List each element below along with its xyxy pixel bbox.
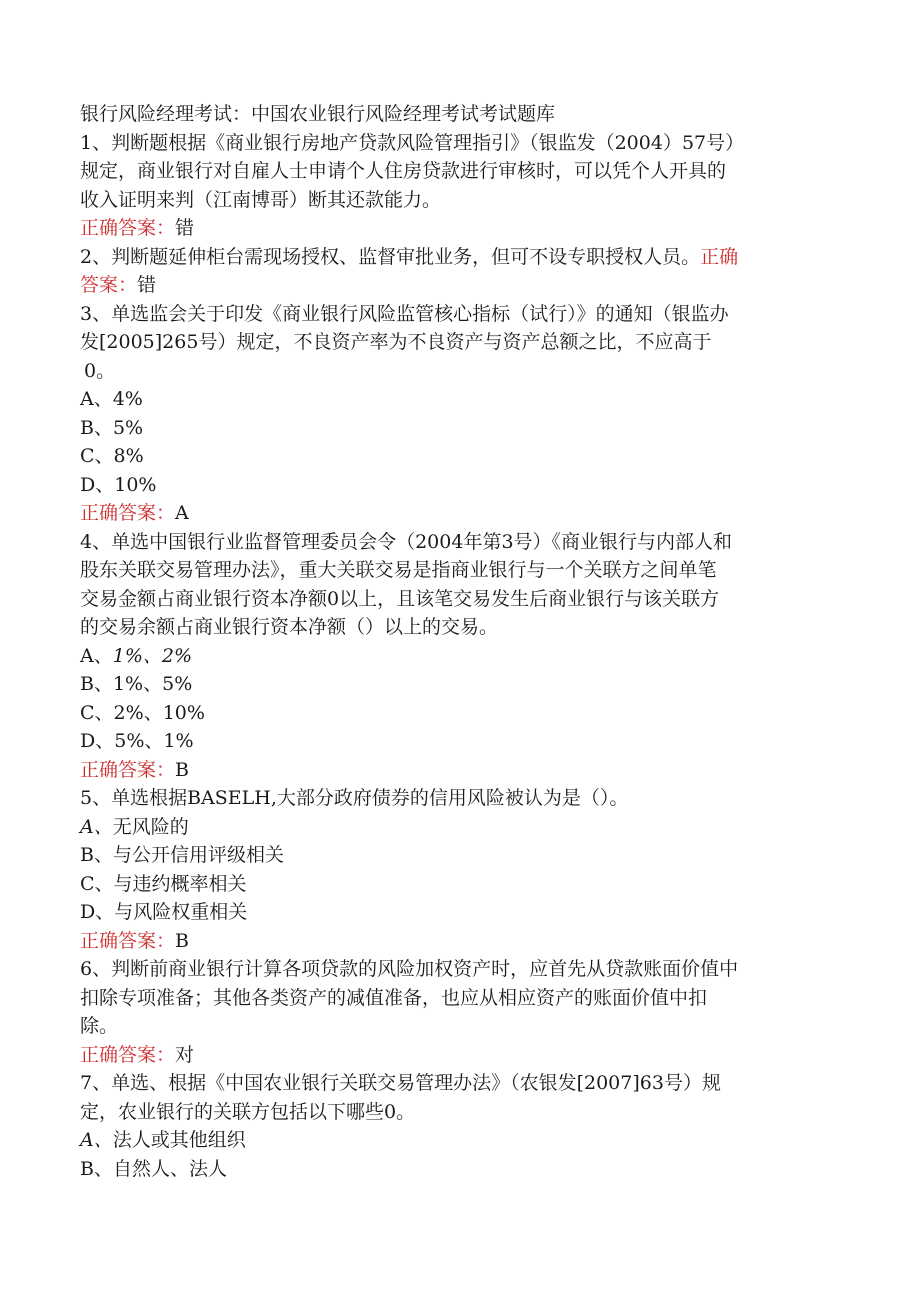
question-4 xyxy=(80,528,840,785)
answer-label-part-1: 正确 xyxy=(700,245,739,268)
option-text: 自然人、法人 xyxy=(112,1157,227,1180)
option-a xyxy=(80,1126,840,1155)
option-a: A、4% xyxy=(80,388,143,410)
option-a xyxy=(80,813,840,842)
page-title: 银行风险经理考试：中国农业银行风险经理考试考试题库 xyxy=(80,103,556,125)
option-b xyxy=(80,1155,840,1184)
option-c xyxy=(80,699,840,728)
answer-label: 正确答案： xyxy=(80,929,176,952)
question-7 xyxy=(80,1069,840,1183)
question-6-answer xyxy=(80,1041,840,1070)
question-2-text: 2、判断题延伸柜台需现场授权、监督审批业务，但可不设专职授权人员。 xyxy=(80,245,701,268)
answer-label: 正确答案： xyxy=(80,502,176,524)
question-7-line-1: 7、单选、根据《中国农业银行关联交易管理办法》（农银发[2007]63号）规 xyxy=(80,1072,721,1094)
answer-label: 正确答案： xyxy=(80,1043,176,1066)
option-text: 1%、5% xyxy=(112,673,193,695)
question-1 xyxy=(80,129,840,243)
answer-label-part-2: 答案： xyxy=(80,274,138,296)
option-text: 法人或其他组织 xyxy=(112,1129,246,1151)
question-2-line-1 xyxy=(80,243,840,272)
answer-value: B xyxy=(175,929,189,952)
question-4-line-1: 4、单选中国银行业监督管理委员会令（2004年第3号）《商业银行与内部人和 xyxy=(80,530,733,553)
option-text: 与公开信用评级相关 xyxy=(112,844,284,866)
option-c xyxy=(80,870,840,899)
question-6-line-1: 6、判断前商业银行计算各项贷款的风险加权资产时，应首先从贷款账面价值中 xyxy=(80,958,739,980)
option-letter: A、 xyxy=(80,815,113,838)
option-d: D、10% xyxy=(80,473,157,496)
answer-value: 对 xyxy=(175,1043,195,1066)
option-letter: A、 xyxy=(80,644,113,667)
option-letter: B、 xyxy=(80,844,113,866)
question-3-line-2: 发[2005]265号）规定，不良资产率为不良资产与资产总额之比，不应高于 xyxy=(80,331,712,353)
question-4-answer xyxy=(80,756,840,785)
option-text: 1%、2% xyxy=(112,644,193,667)
option-letter: C、 xyxy=(80,701,114,724)
question-1-answer xyxy=(80,214,840,243)
option-text: 与风险权重相关 xyxy=(114,901,248,923)
question-4-line-2: 股东关联交易管理办法》，重大关联交易是指商业银行与一个关联方之间单笔 xyxy=(80,559,717,581)
document-page xyxy=(80,100,840,1183)
option-letter: B、 xyxy=(80,1157,113,1180)
question-4-line-3: 交易金额占商业银行资本净额0以上，且该笔交易发生后商业银行与该关联方 xyxy=(80,587,720,610)
question-3 xyxy=(80,300,840,528)
question-6-line-2: 扣除专项准备；其他各类资产的减值准备，也应从相应资产的账面价值中扣 xyxy=(80,986,708,1009)
option-text: 与违约概率相关 xyxy=(113,872,247,895)
option-letter: A、 xyxy=(80,1129,113,1151)
option-letter: D、 xyxy=(80,730,115,752)
question-1-line-1: 1、判断题根据《商业银行房地产贷款风险管理指引》（银监发（2004）57号） xyxy=(80,131,745,154)
option-b xyxy=(80,670,840,699)
question-1-line-2: 规定，商业银行对自雇人士申请个人住房贷款进行审核时，可以凭个人开具的 xyxy=(80,160,727,182)
option-d xyxy=(80,727,840,756)
question-7-line-2: 定，农业银行的关联方包括以下哪些0。 xyxy=(80,1100,416,1123)
option-letter: C、 xyxy=(80,872,114,895)
option-text: 无风险的 xyxy=(112,815,189,838)
answer-value: A xyxy=(175,502,189,524)
question-5 xyxy=(80,784,840,955)
option-c: C、8% xyxy=(80,445,144,467)
question-3-answer xyxy=(80,499,840,528)
question-3-line-3: 0。 xyxy=(84,359,116,382)
option-b xyxy=(80,841,840,870)
option-text: 2%、10% xyxy=(113,701,205,724)
question-6-line-3: 除。 xyxy=(80,1015,119,1037)
option-d xyxy=(80,898,840,927)
question-1-line-3: 收入证明来判（江南博哥）断其还款能力。 xyxy=(80,188,442,211)
option-text: 5%、1% xyxy=(114,730,194,752)
option-letter: D、 xyxy=(80,901,115,923)
answer-value: 错 xyxy=(137,274,157,296)
answer-value: B xyxy=(175,758,189,781)
question-5-line-1: 5、单选根据BASELH,大部分政府债券的信用风险被认为是（）。 xyxy=(80,787,629,809)
question-4-line-4: 的交易余额占商业银行资本净额（）以上的交易。 xyxy=(80,616,499,638)
question-2 xyxy=(80,243,840,300)
question-6 xyxy=(80,955,840,1069)
answer-value: 错 xyxy=(175,217,195,239)
question-5-answer xyxy=(80,927,840,956)
answer-label: 正确答案： xyxy=(80,758,176,781)
answer-label: 正确答案： xyxy=(80,217,176,239)
option-b: B、5% xyxy=(80,416,144,439)
option-a xyxy=(80,642,840,671)
question-3-line-1: 3、单选监会关于印发《商业银行风险监管核心指标（试行）》的通知（银监办 xyxy=(80,302,729,325)
option-letter: B、 xyxy=(80,673,113,695)
question-2-answer xyxy=(80,271,840,300)
